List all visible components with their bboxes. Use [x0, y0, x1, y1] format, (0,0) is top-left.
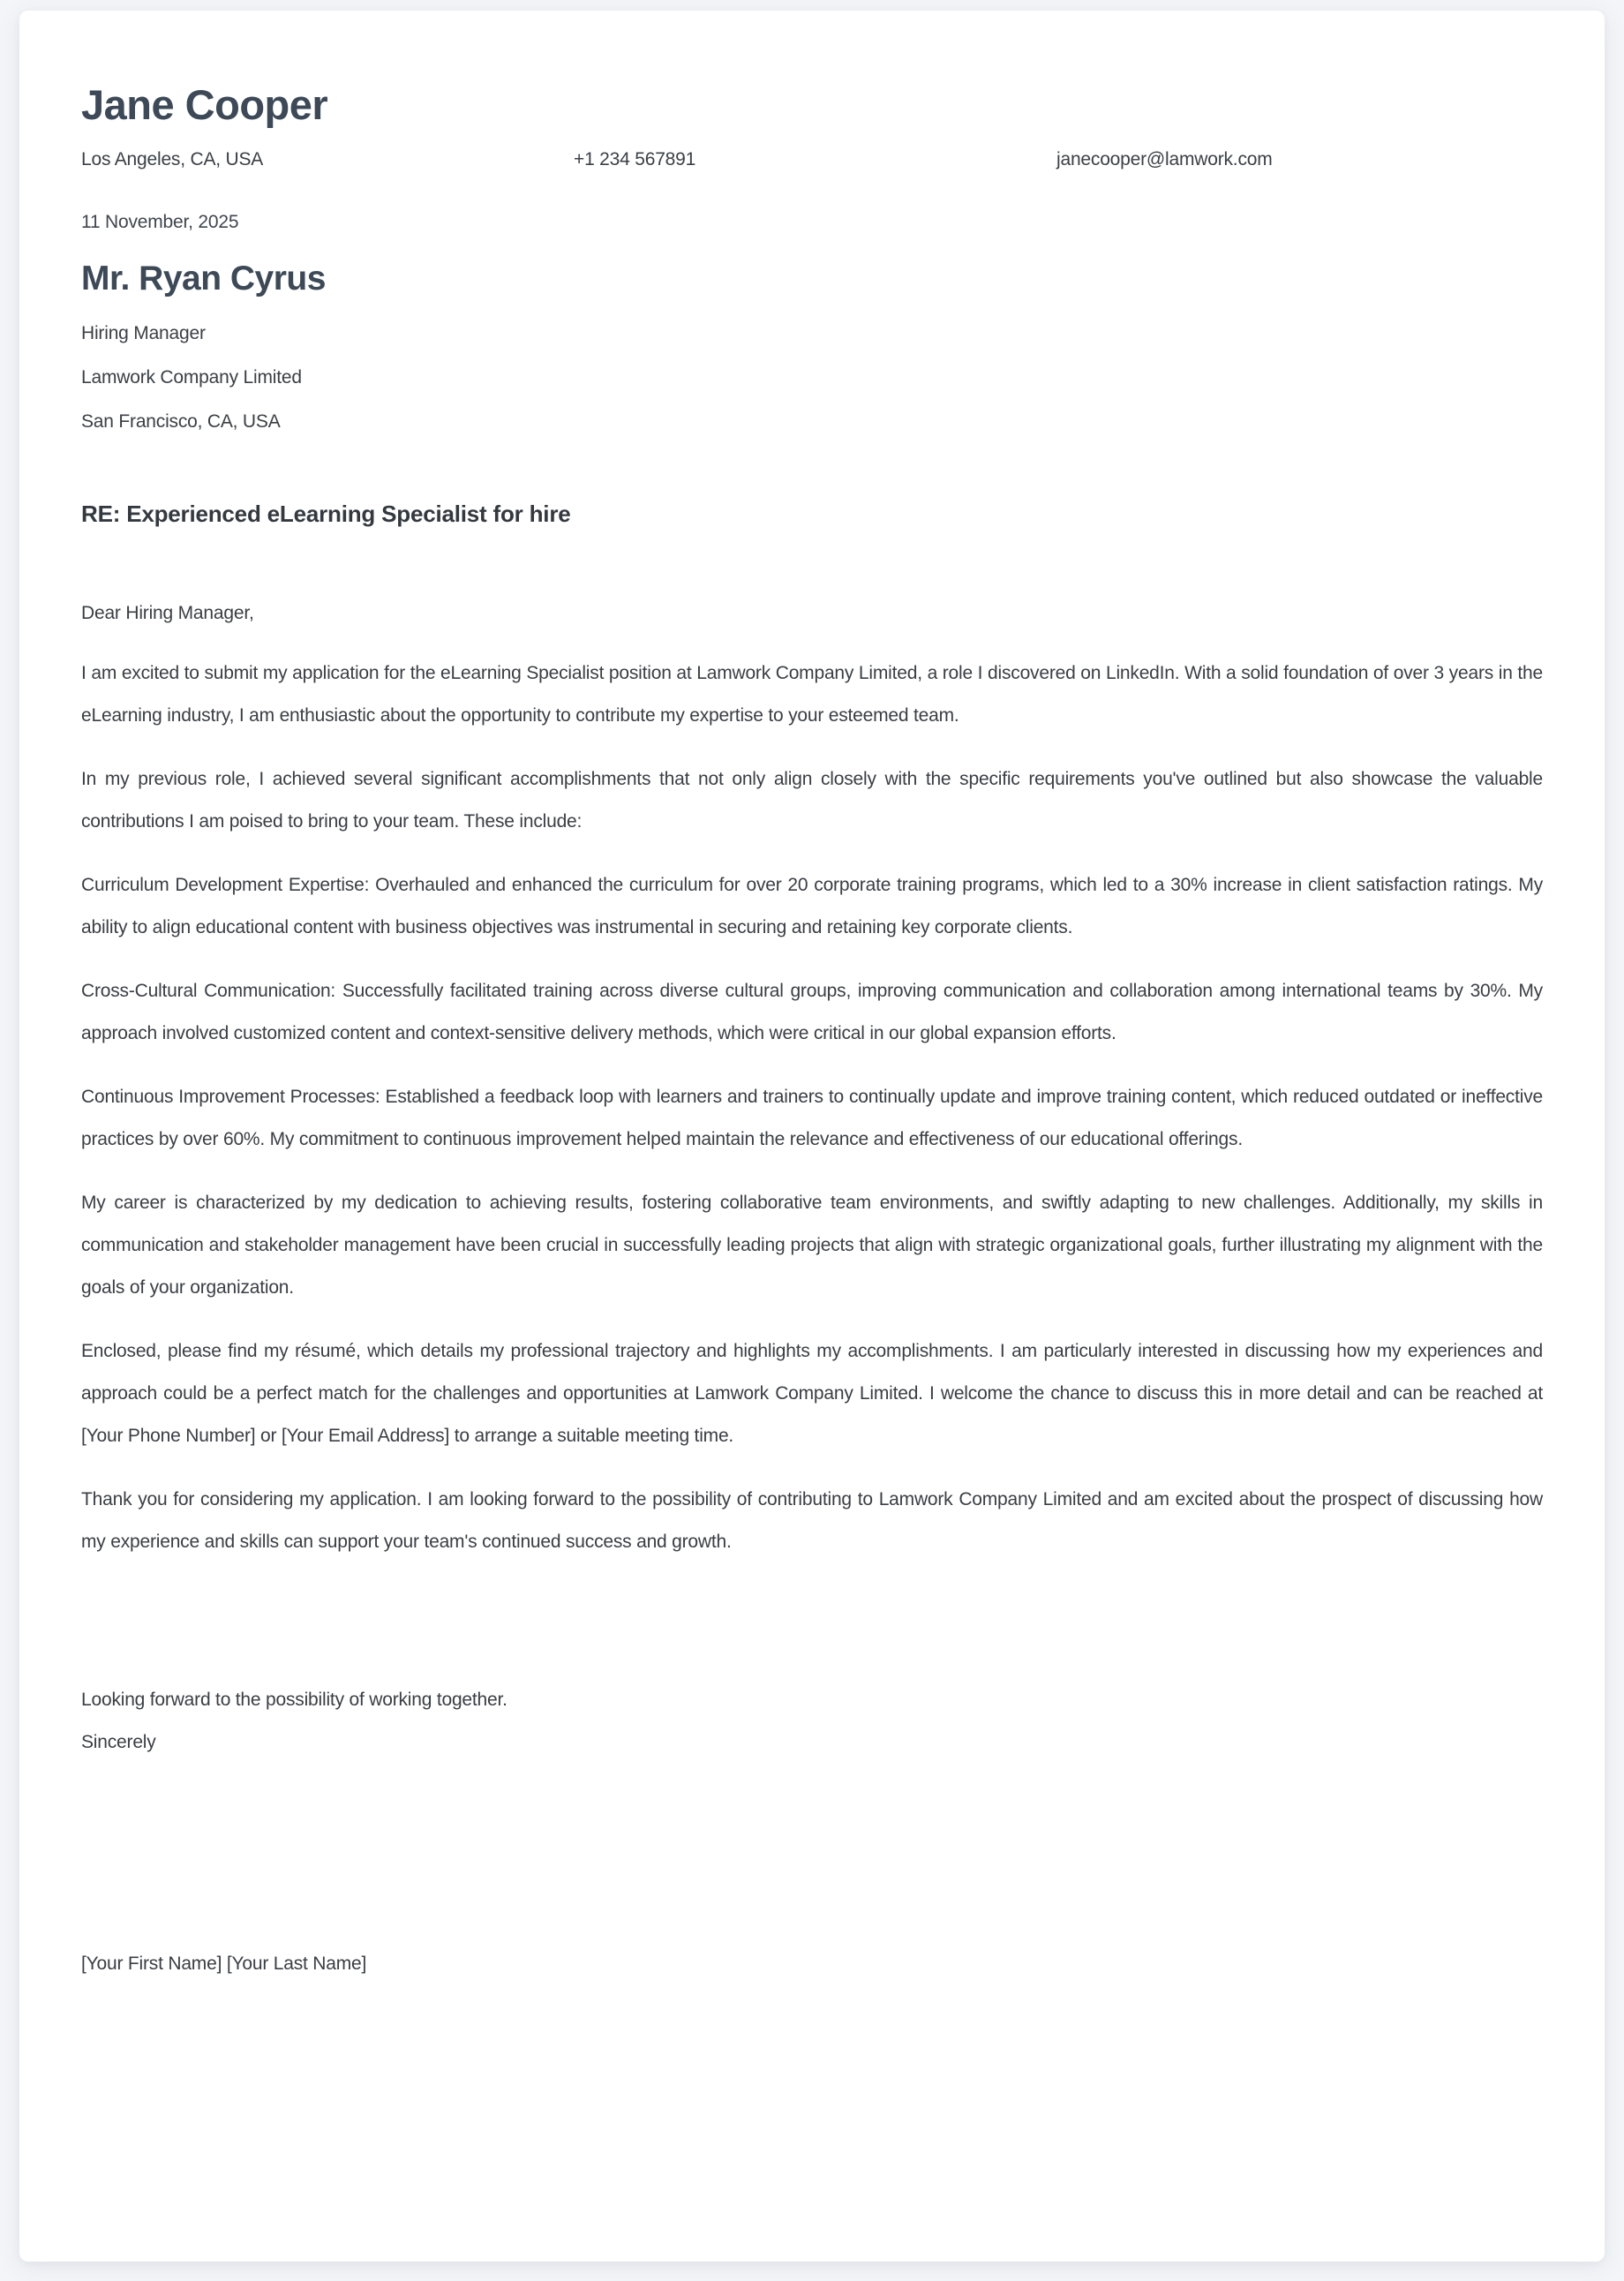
- body-paragraph-4: Cross-Cultural Communication: Successfully facilitated training across diverse cultural groups, improving communication and collaboration among international teams by 30%. My approach involved customized content and context-sensitive delivery methods, which were critical in our global expansion efforts.: [81, 981, 1543, 1043]
- sender-header: [81, 81, 1543, 172]
- body-paragraph-3: Curriculum Development Expertise: Overhauled and enhanced the curriculum for over 20 corporate training programs, which led to a 30% increase in client satisfaction ratings. My ability to align educational content with business objectives was instrumental in securing and retaining key corporate clients.: [81, 875, 1543, 937]
- recipient-details: [81, 312, 1543, 444]
- closing-sincerely: Sincerely: [81, 1732, 156, 1752]
- recipient-block: [81, 258, 1543, 444]
- recipient-title: Hiring Manager: [81, 323, 206, 343]
- body-paragraph-8: Thank you for considering my application. I am looking forward to the possibility of contributing to Lamwork Company Limited and am excited about the prospect of discussing how my experience and skills can support your team's continued success and growth.: [81, 1489, 1543, 1552]
- body-paragraph-7: Enclosed, please find my résumé, which details my professional trajectory and highlights my accomplishments. I am particularly interested in discussing how my experiences and approach could be a perfect match for the challenges and opportunities at Lamwork Company Limited. I welcome the chance to discuss this in more detail and can be reached at [Your Phone Number] or [Your Email Address] to arrange a suitable meeting time.: [81, 1341, 1543, 1446]
- recipient-company: Lamwork Company Limited: [81, 367, 302, 388]
- recipient-location: San Francisco, CA, USA: [81, 411, 281, 432]
- body-paragraph-2: In my previous role, I achieved several significant accomplishments that not only align closely with the specific requirements you've outlined but also showcase the valuable contributions I am poised to bring to your team. These include:: [81, 769, 1543, 832]
- body-paragraph-5: Continuous Improvement Processes: Established a feedback loop with learners and trainers to continually update and improve training content, which reduced outdated or ineffective practices by over 60%. My commitment to continuous improvement helped maintain the relevance and effectiveness of our educational offerings.: [81, 1087, 1543, 1149]
- body-paragraph-1: I am excited to submit my application for the eLearning Specialist position at Lamwork Company Limited, a role I discovered on LinkedIn. With a solid foundation of over 3 years in the eLearning industry, I am enthusiastic about the opportunity to contribute my expertise to your esteemed team.: [81, 663, 1543, 726]
- sender-email: janecooper@lamwork.com: [1056, 149, 1273, 169]
- sender-phone: +1 234 567891: [574, 149, 696, 169]
- body-paragraph-6: My career is characterized by my dedication to achieving results, fostering collaborative team environments, and swiftly adapting to new challenges. Additionally, my skills in communication and stakeholder management have been crucial in successfully leading projects that align with strategic organizational goals, further illustrating my alignment with the goals of your organization.: [81, 1193, 1543, 1298]
- recipient-name: Mr. Ryan Cyrus: [81, 260, 326, 297]
- salutation: Dear Hiring Manager,: [81, 603, 254, 623]
- subject-line: RE: Experienced eLearning Specialist for hire: [81, 501, 571, 527]
- letter-date: 11 November, 2025: [81, 212, 239, 232]
- sender-name: Jane Cooper: [81, 81, 328, 128]
- closing-block: [81, 1679, 1543, 1764]
- sender-contact-row: [81, 147, 1543, 172]
- closing-line: Looking forward to the possibility of working together.: [81, 1690, 508, 1710]
- letter-page: [19, 11, 1605, 2262]
- sender-location: Los Angeles, CA, USA: [81, 149, 264, 169]
- signature-name: [Your First Name] [Your Last Name]: [81, 1954, 367, 1974]
